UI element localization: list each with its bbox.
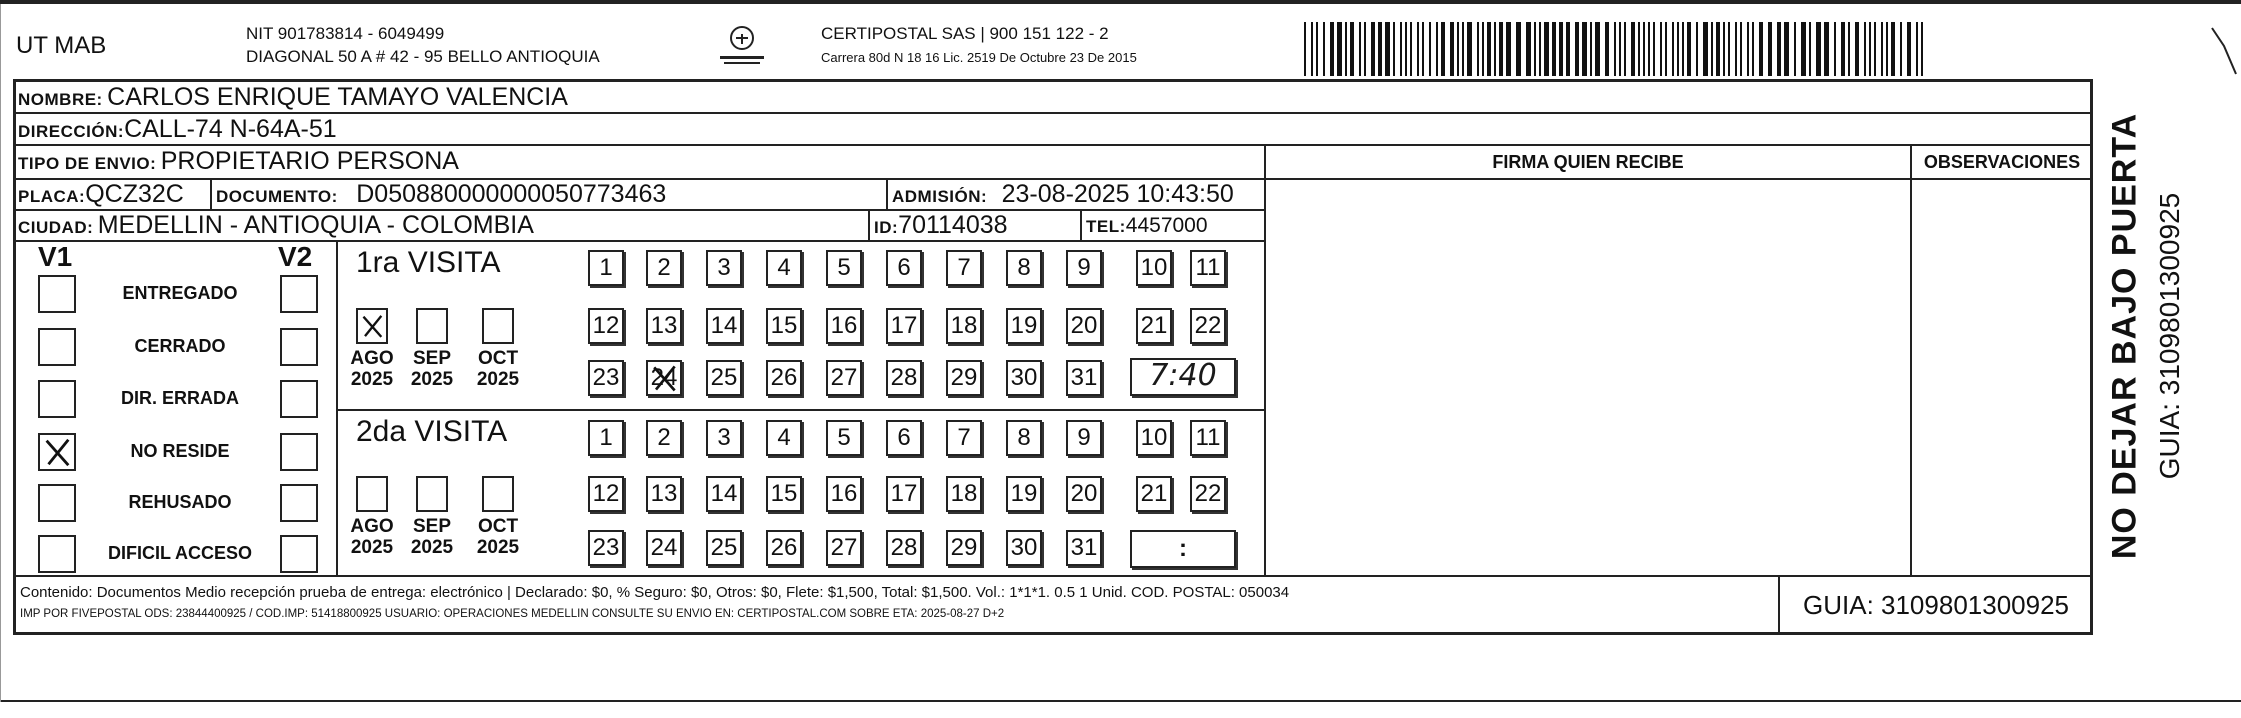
footer-info: IMP POR FIVEPOSTAL ODS: 23844400925 / COD.IMP: 51418800925 USUARIO: OPERACIONES MEDELLIN CONSULTE SU ENVIO EN: CERTIPOSTAL.COM SOBRE ETA: 2025-08-27 D+2 <box>20 608 1005 620</box>
document-cell <box>216 180 666 209</box>
month-checkbox[interactable] <box>356 308 388 344</box>
address-label: DIRECCIÓN: <box>18 122 125 141</box>
address-row <box>18 115 337 144</box>
v1-checkbox[interactable] <box>38 535 76 573</box>
day-number: 1 <box>599 424 613 451</box>
v1-checkbox[interactable] <box>38 328 76 366</box>
corner-mark <box>2210 26 2240 81</box>
city-cell <box>18 211 534 240</box>
month-checkbox[interactable] <box>482 476 514 512</box>
month-year: 2025 <box>410 369 454 390</box>
day-box[interactable] <box>588 530 624 566</box>
month-checkbox[interactable] <box>482 308 514 344</box>
col-line <box>1080 209 1082 240</box>
day-number: 15 <box>770 480 798 507</box>
month-label <box>468 516 528 558</box>
day-box[interactable] <box>706 360 742 396</box>
visit1-time: 7:40 <box>1149 358 1217 393</box>
day-number: 20 <box>1070 312 1098 339</box>
document-value: D050880000000050773463 <box>356 180 667 208</box>
day-box[interactable] <box>1006 476 1042 512</box>
day-box[interactable] <box>1136 420 1172 456</box>
col-line <box>210 178 212 209</box>
day-box[interactable] <box>1066 360 1102 396</box>
month-checkbox[interactable] <box>416 308 448 344</box>
day-number: 3 <box>717 254 731 281</box>
month-name: OCT <box>477 516 519 537</box>
page-left-line <box>0 4 1 702</box>
id-cell <box>874 211 1008 240</box>
day-box[interactable] <box>646 308 682 344</box>
admission-value: 23-08-2025 10:43:50 <box>1001 180 1234 208</box>
day-box[interactable] <box>1006 308 1042 344</box>
day-box[interactable] <box>1006 420 1042 456</box>
day-number: 25 <box>710 534 738 561</box>
day-box[interactable] <box>1006 530 1042 566</box>
day-number: 22 <box>1194 480 1222 507</box>
day-number: 27 <box>830 534 858 561</box>
day-number: 5 <box>837 254 851 281</box>
day-box[interactable] <box>1136 250 1172 286</box>
v2-checkbox[interactable] <box>280 484 318 522</box>
day-number: 29 <box>950 534 978 561</box>
visit2-time: : <box>1179 535 1187 562</box>
status-label: ENTREGADO <box>122 283 238 303</box>
day-box[interactable] <box>1066 530 1102 566</box>
day-box[interactable] <box>588 250 624 286</box>
city-label: CIUDAD: <box>18 218 94 237</box>
day-box[interactable] <box>588 308 624 344</box>
day-box[interactable] <box>1006 360 1042 396</box>
day-box[interactable] <box>706 530 742 566</box>
day-box[interactable] <box>946 476 982 512</box>
day-box[interactable] <box>886 530 922 566</box>
footer-line <box>14 575 2092 577</box>
v1-label: V1 <box>38 241 73 272</box>
day-box[interactable] <box>766 476 802 512</box>
day-box[interactable] <box>766 308 802 344</box>
day-number: 27 <box>830 364 858 391</box>
day-box[interactable] <box>826 250 862 286</box>
month-year: 2025 <box>476 369 520 390</box>
day-number: 8 <box>1017 424 1031 451</box>
day-box[interactable] <box>706 250 742 286</box>
month-name: OCT <box>477 348 519 369</box>
day-number: 24 <box>650 364 678 391</box>
col-line <box>1264 144 1266 575</box>
v1-checkbox[interactable] <box>38 275 76 313</box>
day-box[interactable] <box>946 360 982 396</box>
col-line <box>336 240 338 575</box>
v1-checkbox[interactable] <box>38 433 76 471</box>
day-box[interactable] <box>766 530 802 566</box>
day-box[interactable] <box>826 476 862 512</box>
v2-checkbox[interactable] <box>280 275 318 313</box>
day-number: 12 <box>592 480 620 507</box>
day-number: 16 <box>830 480 858 507</box>
day-box[interactable] <box>646 420 682 456</box>
day-box[interactable] <box>946 308 982 344</box>
day-box[interactable] <box>646 530 682 566</box>
admission-label: ADMISIÓN: <box>892 187 988 206</box>
day-number: 31 <box>1070 534 1098 561</box>
plate-cell <box>18 180 184 209</box>
visit2-title: 2da VISITA <box>356 415 508 448</box>
day-box[interactable] <box>1066 476 1102 512</box>
day-number: 25 <box>710 364 738 391</box>
v1-checkbox[interactable] <box>38 380 76 418</box>
side-guia-text: GUIA: 3109801300925 <box>2154 192 2185 480</box>
day-box[interactable] <box>886 250 922 286</box>
day-box[interactable] <box>946 250 982 286</box>
month-checkbox[interactable] <box>416 476 448 512</box>
day-box[interactable] <box>1066 308 1102 344</box>
col-line <box>1910 144 1912 575</box>
day-number: 19 <box>1010 312 1038 339</box>
day-box[interactable] <box>1006 250 1042 286</box>
day-box[interactable] <box>1136 308 1172 344</box>
col-line <box>886 178 888 209</box>
city-value: MEDELLIN - ANTIOQUIA - COLOMBIA <box>97 211 534 239</box>
day-number: 30 <box>1010 534 1038 561</box>
v2-checkbox[interactable] <box>280 535 318 573</box>
day-box[interactable] <box>1136 476 1172 512</box>
plate-label: PLACA: <box>18 187 86 206</box>
day-number: 28 <box>890 534 918 561</box>
day-number: 7 <box>957 254 971 281</box>
day-number: 10 <box>1140 254 1168 281</box>
month-label <box>342 516 402 558</box>
document-label: DOCUMENTO: <box>216 187 338 206</box>
row-line <box>14 112 2092 114</box>
month-checkbox[interactable] <box>356 476 388 512</box>
day-box[interactable] <box>826 308 862 344</box>
month-year: 2025 <box>476 537 520 558</box>
day-box[interactable] <box>886 360 922 396</box>
day-box[interactable] <box>1190 250 1226 286</box>
day-box[interactable] <box>886 476 922 512</box>
day-box[interactable] <box>826 530 862 566</box>
admission-cell <box>892 180 1234 209</box>
day-box[interactable] <box>766 250 802 286</box>
certipostal-logo <box>712 24 772 70</box>
company-license: Carrera 80d N 18 16 Lic. 2519 De Octubre 23 De 2015 <box>821 50 1137 65</box>
day-box[interactable] <box>826 360 862 396</box>
sender-nit: NIT 901783814 - 6049499 <box>246 24 445 43</box>
day-box[interactable] <box>588 420 624 456</box>
day-number: 13 <box>650 480 678 507</box>
day-box[interactable] <box>706 308 742 344</box>
sender-address: DIAGONAL 50 A # 42 - 95 BELLO ANTIOQUIA <box>246 47 600 66</box>
day-number: 20 <box>1070 480 1098 507</box>
day-number: 18 <box>950 480 978 507</box>
row-line <box>14 240 1266 242</box>
status-label: NO RESIDE <box>130 441 230 461</box>
day-number: 6 <box>897 424 911 451</box>
day-number: 7 <box>957 424 971 451</box>
month-name: SEP <box>412 348 452 369</box>
v2-checkbox[interactable] <box>280 328 318 366</box>
status-label: CERRADO <box>134 336 226 356</box>
visit1-time-box[interactable] <box>1130 358 1236 396</box>
day-number: 1 <box>599 254 613 281</box>
tel-cell <box>1086 214 1208 238</box>
type-label: TIPO DE ENVIO: <box>18 154 157 173</box>
day-number: 31 <box>1070 364 1098 391</box>
day-number: 3 <box>717 424 731 451</box>
month-label <box>402 516 462 558</box>
day-number: 4 <box>777 254 791 281</box>
row-line <box>1266 144 2092 146</box>
day-number: 21 <box>1140 480 1168 507</box>
day-number: 6 <box>897 254 911 281</box>
day-box[interactable] <box>646 476 682 512</box>
type-row <box>18 147 459 176</box>
status-label: REHUSADO <box>128 492 232 512</box>
day-box[interactable] <box>1190 308 1226 344</box>
day-number: 11 <box>1195 254 1221 281</box>
day-check-mark <box>648 362 680 394</box>
barcode <box>1302 22 1932 76</box>
status-label: DIFICIL ACCESO <box>107 543 252 563</box>
day-number: 22 <box>1194 312 1222 339</box>
v2-checkbox[interactable] <box>280 433 318 471</box>
day-box[interactable] <box>1190 420 1226 456</box>
v2-checkbox[interactable] <box>280 380 318 418</box>
month-label <box>342 348 402 390</box>
tel-value: 4457000 <box>1125 214 1208 237</box>
month-name: AGO <box>350 348 394 369</box>
day-box[interactable] <box>886 308 922 344</box>
shipment-type: PROPIETARIO PERSONA <box>160 147 459 175</box>
day-number: 11 <box>1195 424 1221 451</box>
recipient-address: CALL-74 N-64A-51 <box>124 115 337 143</box>
day-box[interactable] <box>588 476 624 512</box>
day-number: 23 <box>592 534 620 561</box>
day-number: 4 <box>777 424 791 451</box>
day-number: 17 <box>890 480 918 507</box>
month-label <box>468 348 528 390</box>
day-box[interactable] <box>646 250 682 286</box>
day-box[interactable] <box>1066 250 1102 286</box>
month-year: 2025 <box>350 369 394 390</box>
day-box[interactable] <box>706 476 742 512</box>
plate-value: QCZ32C <box>85 180 184 208</box>
day-number: 12 <box>592 312 620 339</box>
side-guia <box>2150 118 2190 554</box>
day-number: 17 <box>890 312 918 339</box>
day-number: 30 <box>1010 364 1038 391</box>
day-box[interactable] <box>946 530 982 566</box>
day-number: 5 <box>837 424 851 451</box>
name-row <box>18 83 568 112</box>
name-label: NOMBRE: <box>18 90 103 109</box>
day-number: 2 <box>657 424 671 451</box>
company-name: CERTIPOSTAL SAS | 900 151 122 - 2 <box>821 24 1109 43</box>
footer-content: Contenido: Documentos Medio recepción prueba de entrega: electrónico | Declarado: $0, % Seguro: $0, Otros: $0, Flete: $1,500, Total: $1,500. Vol.: 1*1*1. 0.5 1 Unid. COD. POSTAL: 050034 <box>20 584 1290 601</box>
day-number: 10 <box>1140 424 1168 451</box>
month-label <box>402 348 462 390</box>
day-box[interactable] <box>588 360 624 396</box>
day-box[interactable] <box>766 420 802 456</box>
signature-header: FIRMA QUIEN RECIBE <box>1492 152 1684 172</box>
day-number: 18 <box>950 312 978 339</box>
day-number: 13 <box>650 312 678 339</box>
day-number: 23 <box>592 364 620 391</box>
id-value: 70114038 <box>898 211 1008 239</box>
recipient-name: CARLOS ENRIQUE TAMAYO VALENCIA <box>107 83 568 111</box>
day-box[interactable] <box>706 420 742 456</box>
side-notice <box>2100 112 2150 560</box>
top-border <box>0 0 2241 4</box>
day-number: 21 <box>1140 312 1168 339</box>
day-number: 14 <box>710 480 738 507</box>
day-number: 9 <box>1077 254 1091 281</box>
observations-header: OBSERVACIONES <box>1923 152 2081 172</box>
month-name: AGO <box>350 516 394 537</box>
day-box[interactable] <box>646 360 682 396</box>
status-label: DIR. ERRADA <box>120 388 239 408</box>
month-year: 2025 <box>350 537 394 558</box>
no-under-door-text: NO DEJAR BAJO PUERTA <box>2105 112 2144 560</box>
visit2-time-box[interactable] <box>1130 530 1236 568</box>
day-number: 26 <box>770 534 798 561</box>
month-year: 2025 <box>410 537 454 558</box>
day-number: 26 <box>770 364 798 391</box>
day-box[interactable] <box>1066 420 1102 456</box>
day-box[interactable] <box>766 360 802 396</box>
day-number: 28 <box>890 364 918 391</box>
day-number: 14 <box>710 312 738 339</box>
day-number: 8 <box>1017 254 1031 281</box>
day-number: 2 <box>657 254 671 281</box>
page-bottom-line <box>0 700 2241 702</box>
day-box[interactable] <box>826 420 862 456</box>
visit-divider <box>336 409 1264 411</box>
visit1-title: 1ra VISITA <box>356 246 501 279</box>
footer-guia: GUIA: 3109801300925 <box>1803 590 2069 620</box>
day-number: 16 <box>830 312 858 339</box>
v2-label: V2 <box>278 241 313 272</box>
day-box[interactable] <box>886 420 922 456</box>
day-number: 9 <box>1077 424 1091 451</box>
day-box[interactable] <box>1190 476 1226 512</box>
id-label: ID: <box>874 218 899 237</box>
sender-name: UT MAB <box>16 32 107 59</box>
month-name: SEP <box>412 516 452 537</box>
day-number: 24 <box>650 534 678 561</box>
col-line <box>868 209 870 240</box>
day-box[interactable] <box>946 420 982 456</box>
day-number: 29 <box>950 364 978 391</box>
day-number: 15 <box>770 312 798 339</box>
v1-checkbox[interactable] <box>38 484 76 522</box>
day-number: 19 <box>1010 480 1038 507</box>
tel-label: TEL: <box>1086 217 1126 236</box>
